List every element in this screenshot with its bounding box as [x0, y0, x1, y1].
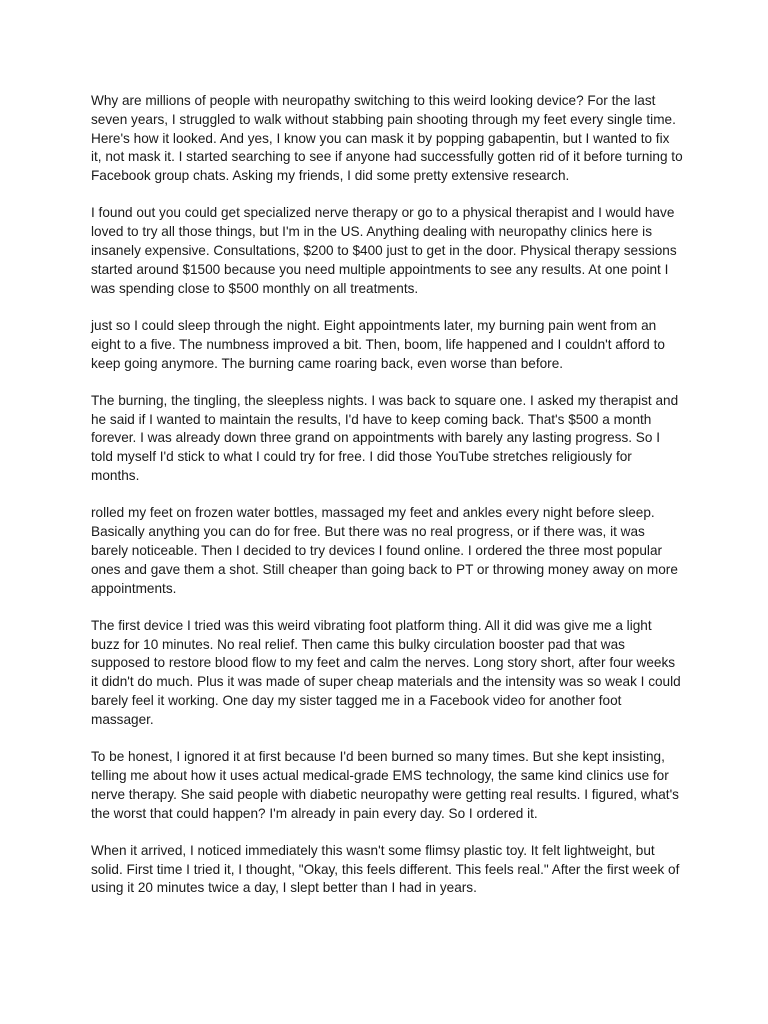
- paragraph-4: The burning, the tingling, the sleepless nights. I was back to square one. I asked my therapist and he said if I wanted to maintain the results, I'd have to keep coming back. That's $500 a month forever. I was already down three grand on appointments with barely any lasting progress. So I told myself I'd stick to what I could try for free. I did those YouTube stretches religiously for months.: [91, 392, 679, 484]
- document-body: [91, 92, 683, 917]
- paragraph-3: just so I could sleep through the night. Eight appointments later, my burning pain went from an eight to a five. The numbness improved a bit. Then, boom, life happened and I couldn't afford to keep going anymore. The burning came roaring back, even worse than before.: [91, 317, 665, 371]
- paragraph-8: When it arrived, I noticed immediately this wasn't some flimsy plastic toy. It felt lightweight, but solid. First time I tried it, I thought, "Okay, this feels different. This feels real." After the first week of using it 20 minutes twice a day, I slept better than I had in years.: [91, 842, 680, 896]
- paragraph-2: I found out you could get specialized nerve therapy or go to a physical therapist and I would have loved to try all those things, but I'm in the US. Anything dealing with neuropathy clinics here is insanely expensive. Consultations, $200 to $400 just to get in the door. Physical therapy sessions started around $1500 because you need multiple appointments to see any results. At one point I was spending close to $500 monthly on all treatments.: [91, 205, 677, 296]
- paragraph-6: The first device I tried was this weird vibrating foot platform thing. All it did was give me a light buzz for 10 minutes. No real relief. Then came this bulky circulation booster pad that was supposed to restore blood flow to my feet and calm the nerves. Long story short, after four weeks it didn't do much. Plus it was made of super cheap materials and the intensity was so weak I could barely feel it working. One day my sister tagged me in a Facebook video for another foot massager.: [91, 617, 681, 727]
- paragraph-5: rolled my feet on frozen water bottles, massaged my feet and ankles every night before sleep. Basically anything you can do for free. But there was no real progress, or if there was, it was barely noticeable. Then I decided to try devices I found online. I ordered the three most popular ones and gave them a shot. Still cheaper than going back to PT or throwing money away on more appointments.: [91, 505, 678, 596]
- paragraph-1: Why are millions of people with neuropathy switching to this weird looking device? For the last seven years, I struggled to walk without stabbing pain shooting through my feet every single time. Here's how it looked. And yes, I know you can mask it by popping gabapentin, but I wanted to fix it, not mask it. I started searching to see if anyone had successfully gotten rid of it before turning to Facebook group chats. Asking my friends, I did some pretty extensive research.: [91, 93, 683, 184]
- paragraph-7: To be honest, I ignored it at first because I'd been burned so many times. But she kept insisting, telling me about how it uses actual medical-grade EMS technology, the same kind clinics use for nerve therapy. She said people with diabetic neuropathy were getting real results. I figured, what's the worst that could happen? I'm already in pain every day. So I ordered it.: [91, 749, 679, 821]
